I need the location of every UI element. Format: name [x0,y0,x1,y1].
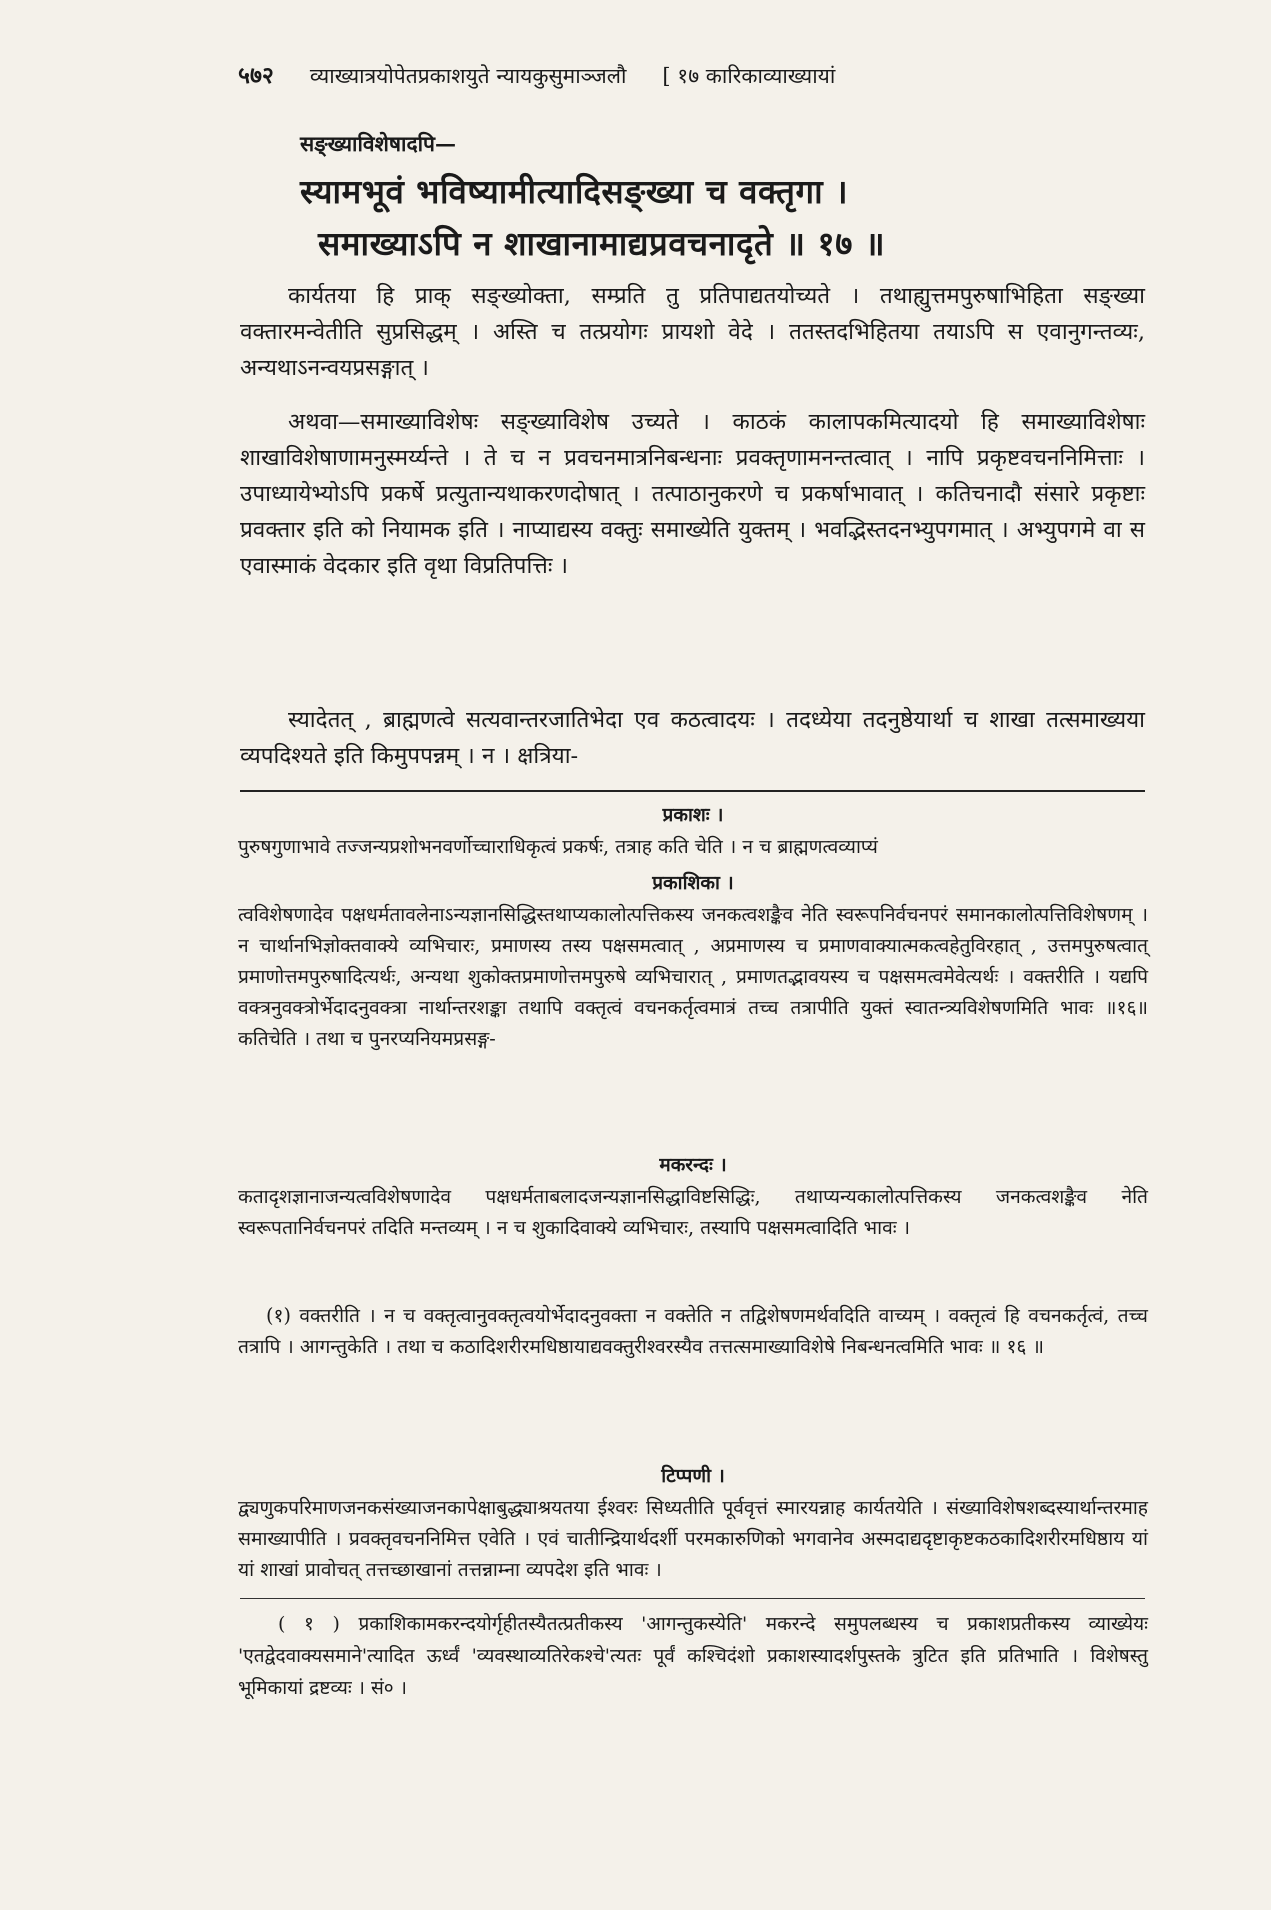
footnote-divider [240,1598,1145,1599]
page-number: ५७२ [238,62,274,89]
prakashika-text: त्वविशेषणादेव पक्षधर्मतावलेनाऽन्यज्ञानसिद्धिस्तथाप्यकालोत्पत्तिकस्य जनकत्वशङ्कैव नेति स्वरूपनिर्वचनपरं समानकालोत्पत्तिविशेषणम् । न चार्थानभिज्ञोक्तवाक्ये व्यभिचारः, प्रमाणस्य तस्य पक्षसमत्वात् , अप्रमाणस्य च प्रमाणवाक्यात्मकत्वहेतुविरहात् , उत्तमपुरुषत्वात् प्रमाणोत्तमपुरुषादित्यर्थः, अन्यथा शुकोक्तप्रमाणोत्तमपुरुषे व्यभिचारात् , प्रमाणतद्भावयस्य च पक्षसमत्वमेवेत्यर्थः । वक्तरीति । यद्यपि वक्त्रनुवक्त्रोर्भेदादनुवक्त्रा नार्थान्तरशङ्का तथापि वक्तृत्वं वचनकर्तृत्वमात्रं तच्च तत्रापीति युक्तं स्वातन्त्र्यविशेषणमिति भावः ॥१६॥ कतिचेति । तथा च पुनरप्यनियमप्रसङ्ग- [238,903,1148,1050]
prakasha-text: पुरुषगुणाभावे तज्जन्यप्रशोभनवर्णोच्चाराधिकृत्वं प्रकर्षः, तत्राह कति चेति । न च ब्राह्मणत्वव्याप्यं [238,835,878,858]
prakashika-commentary [238,868,1148,1054]
makaranda-note-text: (१) वक्तरीति । न च वक्तृत्वानुवक्तृत्वयोर्भेदादनुवक्ता न वक्तेति न तद्विशेषणमर्थवदिति वाच्यम् । वक्तृत्वं हि वचनकर्तृत्वं, तच्च तत्रापि । आगन्तुकेति । तथा च कठादिशरीरमधिष्ठायाद्यवक्तुरीश्वरस्यैव तत्तत्समाख्याविशेषे निबन्धनत्वमिति भावः ॥ १६ ॥ [238,1304,1148,1358]
verse-line-2: समाख्याऽपि न शाखानामाद्यप्रवचनादृते ॥ १७ ॥ [318,224,886,263]
prakasha-commentary [238,800,1148,862]
running-title: व्याख्यात्रयोपेतप्रकाशयुते न्यायकुसुमाञ्जलौ [309,64,627,88]
verse-line-1: स्यामभूवं भविष्यामीत्यादिसङ्ख्या च वक्तृगा । [300,172,849,211]
makaranda-commentary [238,1150,1148,1243]
makaranda-text: कतादृशज्ञानाजन्यत्वविशेषणादेव पक्षधर्मताबलादजन्यज्ञानसिद्धाविष्टसिद्धिः, तथाप्यन्यकालोत्पत्तिकस्य जनकत्वशङ्कैव नेति स्वरूपतानिर्वचनपरं तदिति मन्तव्यम् । न च शुकादिवाक्ये व्यभिचारः, तस्यापि पक्षसमत्वादिति भावः । [238,1185,1148,1239]
footnote-text: ( १ ) प्रकाशिकामकरन्दयोर्गृहीतस्यैतत्प्रतीकस्य 'आगन्तुकस्येति' मकरन्दे समुपलब्धस्य च प्रकाशप्रतीकस्य व्याख्येयः 'एतद्वेदवाक्यसमाने'त्यादित ऊर्ध्वं 'व्यवस्थाव्यतिरेकश्चे'त्यतः पूर्वं कश्चिदंशो प्रकाशस्यादर्शपुस्तके त्रुटित इति प्रतिभाति । विशेषस्तु भूमिकायां द्रष्टव्यः । सं० । [238,1613,1148,1699]
main-paragraph-1: कार्यतया हि प्राक् सङ्ख्योक्ता, सम्प्रति तु प्रतिपाद्यतयोच्यते । तथाह्युत्तमपुरुषाभिहिता सङ्ख्या वक्तारमन्वेतीति सुप्रसिद्धम् । अस्ति च तत्प्रयोगः प्रायशो वेदे । ततस्तदभिहितया तयाऽपि स एवानुगन्तव्यः, अन्यथाऽनन्वयप्रसङ्गात् । [240,283,1145,381]
makaranda-heading: मकरन्दः । [659,1154,727,1176]
tippani-commentary [238,1461,1148,1585]
makaranda-note [238,1300,1148,1362]
prakashika-heading: प्रकाशिका । [652,872,734,894]
section-divider [240,790,1145,792]
tippani-text: द्व्यणुकपरिमाणजनकसंख्याजनकापेक्षाबुद्ध्याश्रयतया ईश्वरः सिध्यतीति पूर्ववृत्तं स्मारयन्नाह कार्यतयेति । संख्याविशेषशब्दस्यार्थान्तरमाह समाख्यापीति । प्रवक्तृवचननिमित्त एवेति । एवं चातीन्द्रियार्थदर्शी परमकारुणिको भगवानेव अस्मदाद्यदृष्टाकृष्टकठकादिशरीरमधिष्ठाय यां यां शाखां प्रावोचत् तत्तच्छाखानां तत्तन्नाम्ना व्यपदेश इति भावः । [238,1496,1148,1581]
section-label: [ १७ कारिकाव्याख्यायां [662,64,836,88]
tippani-heading: टिप्पणी । [661,1465,725,1487]
main-paragraph-3: स्यादेतत् , ब्राह्मणत्वे सत्यवान्तरजातिभेदा एव कठत्वादयः । तदध्येया तदनुष्ठेयार्था च शाखा तत्समाख्यया व्यपदिश्यते इति किमुपपन्नम् । न । क्षत्रिया- [240,707,1145,769]
prakasha-heading: प्रकाशः । [662,804,724,826]
intro-line: सङ्ख्याविशेषादपि— [300,131,456,156]
main-paragraph-2: अथवा—समाख्याविशेषः सङ्ख्याविशेष उच्यते । काठकं कालापकमित्यादयो हि समाख्याविशेषाः शाखाविशेषाणामनुस्मर्य्यन्ते । ते च न प्रवचनमात्रनिबन्धनाः प्रवक्तृणामनन्तत्वात् । नापि प्रकृष्टवचननिमित्ताः । उपाध्यायेभ्योऽपि प्रकर्षे प्रत्युतान्यथाकरणदोषात् । तत्पाठानुकरणे च प्रकर्षाभावात् । कतिचनादौ संसारे प्रकृष्टाः प्रवक्तार इति को नियामक इति । नाप्याद्यस्य वक्तुः समाख्येति युक्तम् । भवद्भिस्तदनभ्युपगमात् । अभ्युपगमे वा स एवास्माकं वेदकार इति वृथा विप्रतिपत्तिः । [240,409,1145,579]
footnote [238,1608,1148,1704]
running-header [238,58,1138,90]
